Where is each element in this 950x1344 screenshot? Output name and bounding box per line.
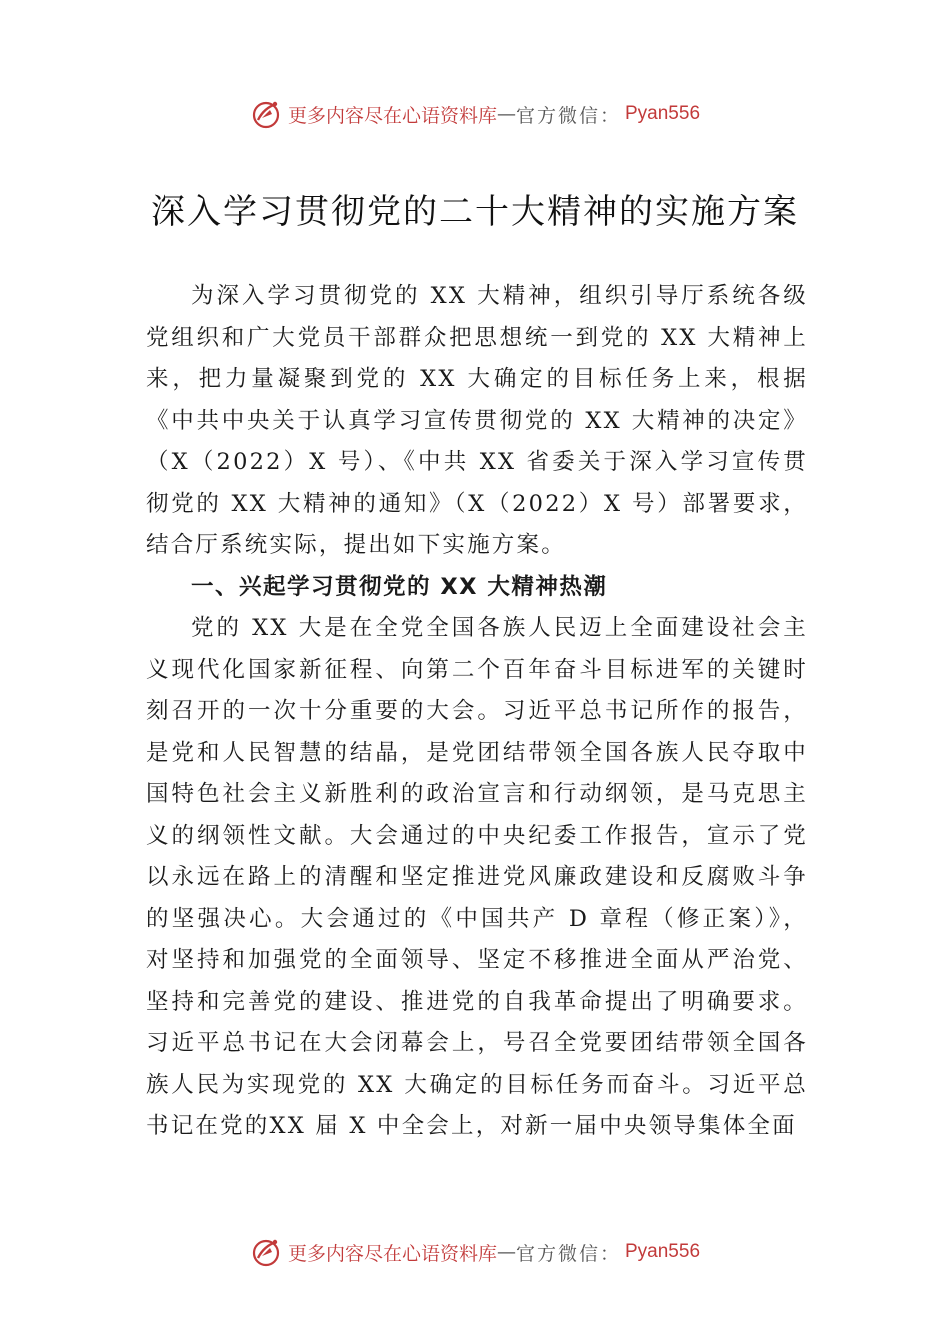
- document-body: [146, 276, 808, 1148]
- watermark-account: Pyan556: [625, 103, 701, 124]
- watermark-account: Pyan556: [625, 1241, 701, 1262]
- watermark-label: 官方微信：: [515, 1242, 621, 1265]
- watermark-header: [0, 94, 950, 134]
- brand-logo-icon: [250, 1236, 282, 1268]
- watermark-separator: —: [496, 103, 516, 125]
- watermark-separator: —: [496, 1241, 516, 1263]
- watermark-brand: 更多内容尽在心语资料库: [287, 1242, 497, 1265]
- watermark-label: 官方微信：: [515, 104, 621, 127]
- section-paragraph: 党的 XX 大是在全党全国各族人民迈上全面建设社会主义现代化国家新征程、向第二个百年奋斗目标进军的关键时刻召开的一次十分重要的大会。习近平总书记所作的报告， 是党和人民智慧的结晶，是党团结带领全国各族人民夺取中国特色社会主义新胜利的政治宣言和行动纲领，是马克思主义的纲领性文献。大会通过的中央纪委工作报告，宣示了党以永远在路上的清醒和坚定推进党风廉政建设和反腐败斗争的坚强决心。大会通过的《中国共产 D 章程（修正案）》， 对坚持和加强党的全面领导、坚定不移推进全面从严治党、坚持和完善党的建设、推进党的自我革命提出了明确要求。 习近平总书记在大会闭幕会上，号召全党要团结带领全国各族人民为实现党的 XX 大确定的目标任务而奋斗。习近平总书记在党的XX 届 X 中全会上，对新一届中央领导集体全面: [146, 615, 808, 1139]
- brand-logo-icon: [250, 98, 282, 130]
- intro-paragraph: 为深入学习贯彻党的 XX 大精神，组织引导厅系统各级党组织和广大党员干部群众把思想统一到党的 XX 大精神上来，把力量凝聚到党的 XX 大确定的目标任务上来，根据《中共中央关于认真学习宣传贯彻党的 XX 大精神的决定》（X（2022）X 号）、《中共 XX 省委关于深入学习宣传贯彻党的 XX 大精神的通知》（X（2022）X 号）部署要求，结合厅系统实际，提出如下实施方案。: [146, 283, 808, 558]
- document-title: 深入学习贯彻党的二十大精神的实施方案: [151, 192, 799, 232]
- section-heading: 一、兴起学习贯彻党的 XX 大精神热潮: [191, 573, 608, 600]
- watermark-brand: 更多内容尽在心语资料库: [287, 104, 497, 127]
- watermark-footer: [0, 1232, 950, 1272]
